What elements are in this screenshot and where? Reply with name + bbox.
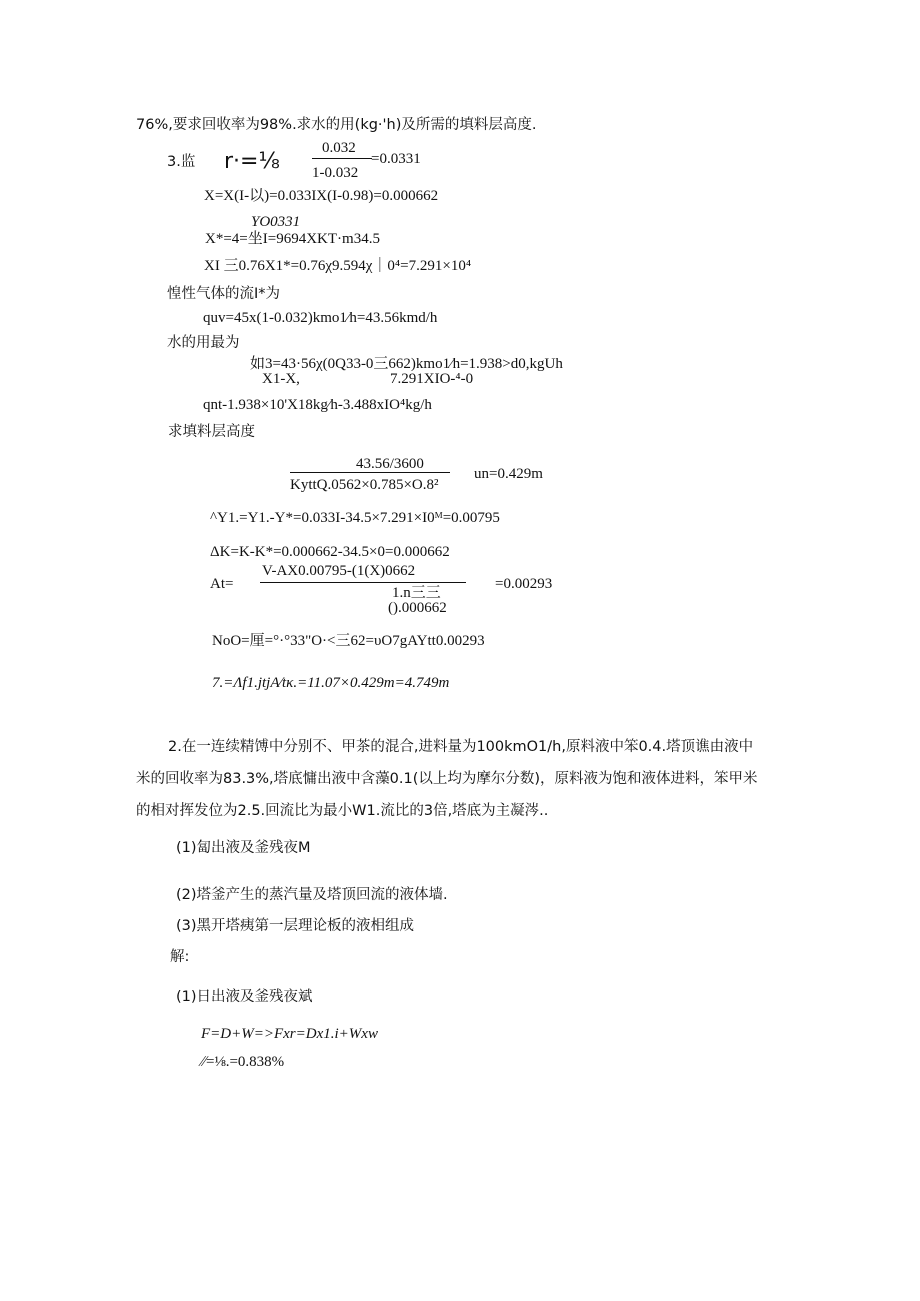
formula-line: qnt-1.938×10'X18kg∕h-3.488xIO⁴kg/h: [203, 397, 432, 413]
problem-label: 3.监: [167, 154, 196, 170]
formula-line: 7.=Λf1.jtjA∕tκ.=11.07×0.429m=4.749m: [212, 675, 450, 691]
formula-line: 7.291XIO-⁴-0: [390, 371, 474, 387]
text-line: (3)黑开塔痍第一层理论板的液相组成: [176, 918, 415, 934]
formula-line: XI 三0.76X1*=0.76χ9.594χ｜0⁴=7.291×10⁴: [204, 258, 472, 274]
fraction-numerator: V-AX0.00795-(1(X)0662: [262, 563, 416, 579]
text-line: 2.在一连续精馎中分别不、甲茶的混合,进料量为100kmO1∕h,原料液中笨0.4.塔顶谯由液中: [168, 739, 754, 755]
formula-line: quv=45x(1-0.032)kmo1∕h=43.56kmd/h: [203, 310, 438, 326]
formula-line: At=: [210, 576, 234, 592]
fraction-denominator: 1.n三三: [392, 585, 441, 601]
text-line: (1)匐出液及釜残夜M: [176, 840, 311, 856]
fraction-denominator: 1-0.032: [312, 165, 359, 181]
fraction-numerator: 43.56/3600: [356, 456, 424, 472]
formula-result: =0.0331: [371, 151, 421, 167]
text-line: (1)日出液及釜残夜斌: [176, 989, 313, 1005]
formula-line: NoO=厘=°·°33"O·<三62=υO7gAYtt0.00293: [212, 633, 485, 649]
formula-line: ∕∕=⅛.=0.838%: [201, 1054, 285, 1070]
formula-line: ΔK=K-K*=0.000662-34.5×0=0.000662: [210, 544, 450, 560]
text-line: (2)塔釜产生的蒸汽量及塔顶回流的液体墙.: [176, 887, 448, 903]
text-line: 解:: [170, 949, 190, 965]
formula-line: X=X(I-以)=0.033IX(I-0.98)=0.000662: [204, 188, 439, 204]
formula-line: X1-X,: [262, 371, 300, 387]
text-line: 惶性气体的流I*为: [167, 286, 281, 302]
formula-line: F=D+W=>Fxr=Dx1.i+Wxw: [201, 1026, 378, 1042]
formula-result: =0.00293: [495, 576, 553, 592]
formula-symbol: r·=⅛: [224, 149, 280, 174]
text-line: 的相对挥发位为2.5.回流比为最小W1.流比的3倍,塔底为主凝涔..: [136, 803, 549, 819]
fraction-numerator: 0.032: [322, 140, 356, 156]
text-line: 76%,要求回收率为98%.求水的用(kg·'h)及所需的填料层高度.: [136, 117, 537, 133]
fraction-denominator: ().000662: [388, 600, 447, 616]
text-line: 米的回收率为83.3%,塔底慵出液中含藻0.1(以上均为摩尔分数)，原料液为饱和液体进料，笨甲米: [136, 771, 758, 787]
formula-line: YO0331: [251, 214, 301, 230]
fraction-bar: [312, 158, 372, 159]
formula-line: X*=4=坐I=9694XKT·m34.5: [205, 231, 380, 247]
text-line: 求填料层高度: [168, 424, 255, 440]
fraction-bar: [290, 472, 450, 473]
formula-line: 如3=43·56χ(0Q33-0三662)kmo1∕h=1.938>d0,kgUh: [250, 356, 563, 372]
formula-line: ^Y1.=Y1.-Y*=0.033I-34.5×7.291×I0ᴹ=0.00795: [210, 510, 500, 526]
fraction-denominator: KyttQ.0562×0.785×O.8²: [290, 477, 439, 493]
fraction-bar: [260, 582, 466, 583]
formula-result: un=0.429m: [474, 466, 543, 482]
text-line: 水的用最为: [167, 335, 240, 351]
